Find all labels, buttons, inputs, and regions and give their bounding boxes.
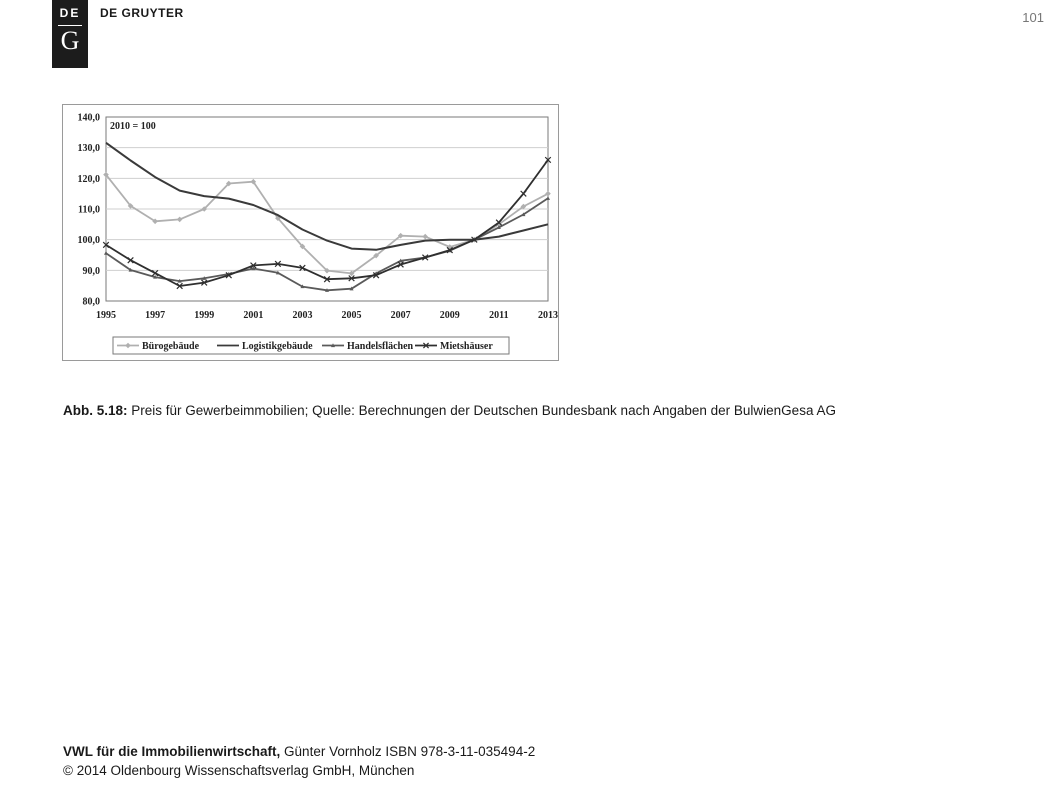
figure-frame — [62, 104, 559, 361]
publisher-name: DE GRUYTER — [100, 6, 184, 20]
y-tick-label: 120,0 — [77, 173, 100, 185]
footer-book-title: VWL für die Immobilienwirtschaft, — [63, 744, 281, 759]
caption-text: Preis für Gewerbeimmobilien; Quelle: Berechnungen der Deutschen Bundesbank nach Angaben der BulwienGesa AG — [131, 403, 836, 418]
series-line-2 — [106, 198, 548, 290]
footer-copyright: © 2014 Oldenbourg Wissenschaftsverlag GmbH, München — [63, 763, 415, 778]
x-tick-label: 2003 — [292, 310, 313, 321]
y-tick-label: 130,0 — [77, 143, 100, 155]
legend-label: Handelsflächen — [347, 341, 414, 352]
page-footer — [63, 742, 535, 780]
data-point — [521, 191, 527, 197]
legend-label: Logistikgebäude — [242, 341, 313, 352]
x-tick-label: 2011 — [489, 310, 509, 321]
logo-de-text: DE — [59, 6, 81, 20]
x-tick-label: 2007 — [390, 310, 411, 321]
x-tick-label: 1999 — [194, 310, 215, 321]
legend-label: Mietshäuser — [440, 341, 493, 352]
x-tick-label: 2013 — [538, 310, 558, 321]
x-tick-label: 2009 — [439, 310, 460, 321]
y-tick-label: 90,0 — [82, 265, 100, 277]
de-gruyter-logo — [52, 0, 88, 68]
y-tick-label: 110,0 — [78, 204, 100, 216]
footer-book-info: Günter Vornholz ISBN 978-3-11-035494-2 — [284, 744, 536, 759]
x-tick-label: 2005 — [341, 310, 362, 321]
x-tick-label: 1995 — [96, 310, 116, 321]
data-point — [104, 251, 108, 255]
legend-label: Bürogebäude — [142, 341, 200, 352]
logo-g-text: G — [60, 26, 80, 55]
data-point — [422, 234, 428, 240]
caption-label: Abb. 5.18: — [63, 403, 128, 418]
footer-book-line — [63, 742, 535, 761]
y-tick-label: 100,0 — [77, 235, 100, 247]
page-number: 101 — [1022, 10, 1044, 25]
figure-caption — [63, 400, 923, 421]
x-tick-label: 1997 — [145, 310, 166, 321]
series-line-0 — [106, 175, 548, 274]
y-tick-label: 140,0 — [77, 112, 100, 124]
data-point — [546, 196, 550, 200]
data-point — [177, 217, 183, 223]
y-tick-label: 80,0 — [82, 296, 100, 308]
line-chart — [63, 105, 558, 360]
x-tick-label: 2001 — [243, 310, 264, 321]
index-base-annotation: 2010 = 100 — [110, 121, 156, 132]
